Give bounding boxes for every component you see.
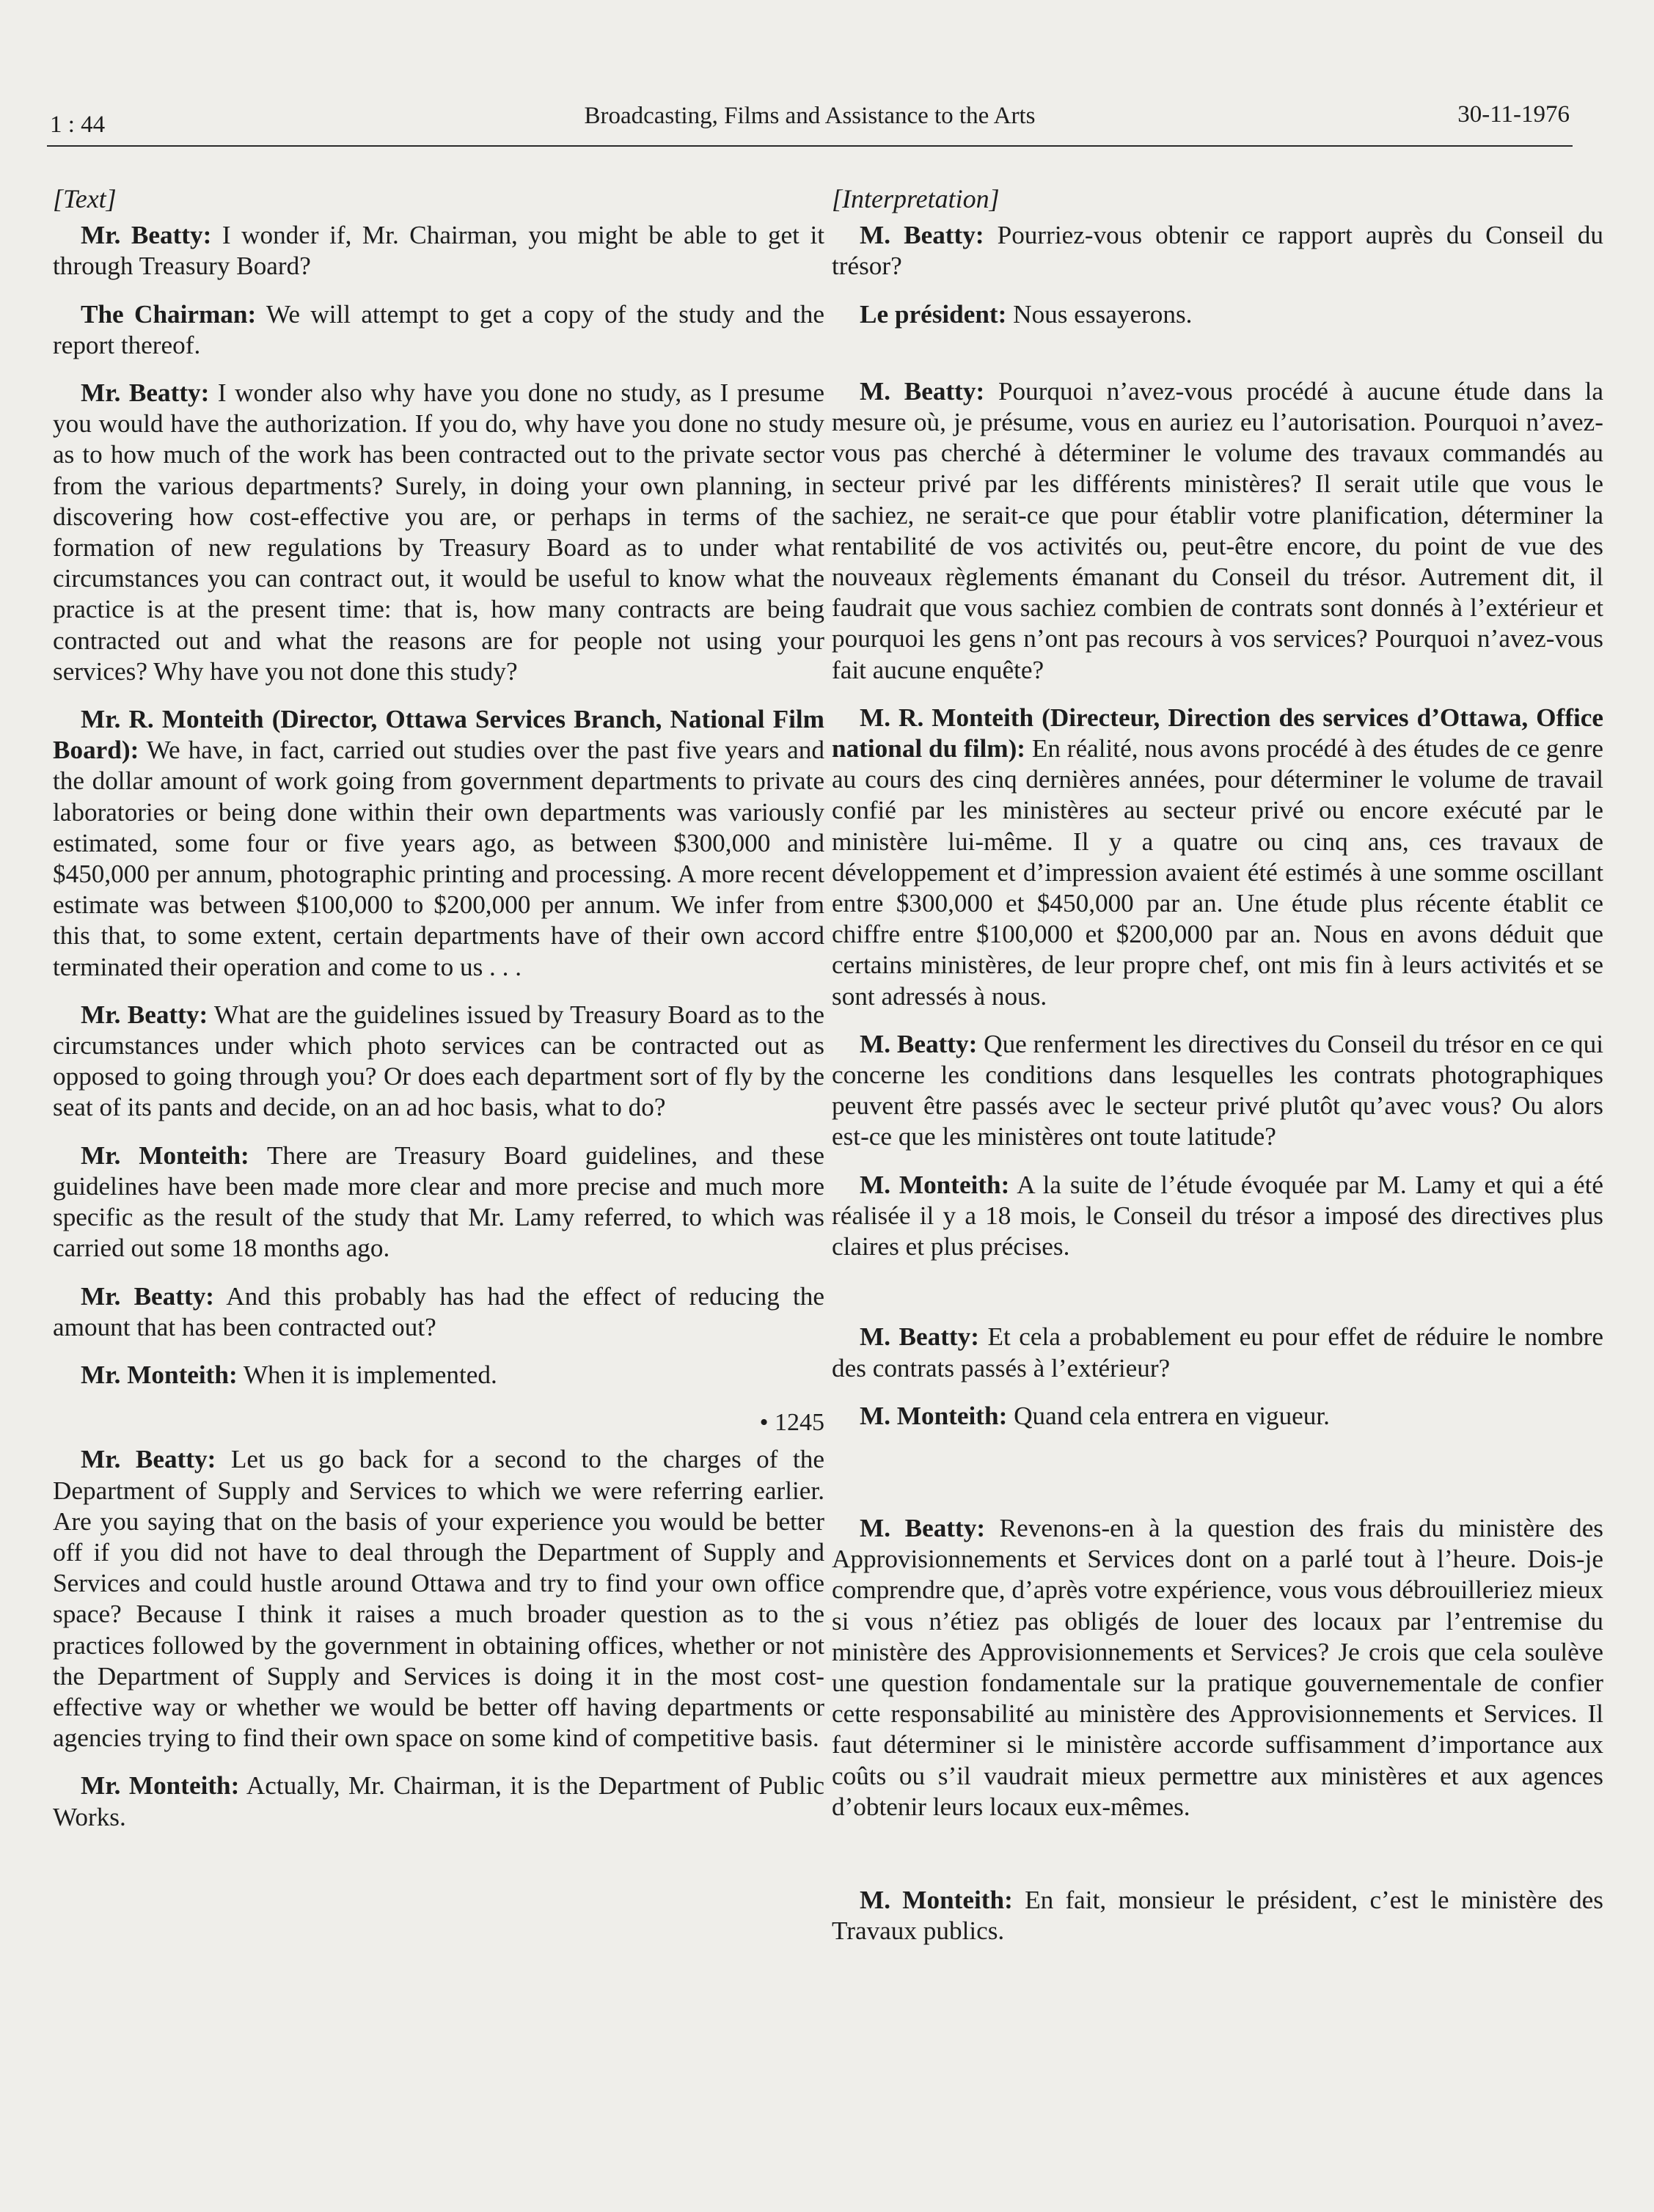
spacer [832,1839,1603,1885]
speech-text: Actually, Mr. Chairman, it is the Department of Public Works. [53,1771,824,1831]
speech-text: Et cela a probablement eu pour effet de réduire le nombre des contrats passés à l’extérieur? [832,1322,1603,1382]
english-paragraph-7 [53,1281,824,1343]
french-paragraph-7 [832,1322,1603,1383]
interpretation-label: [Interpretation] [832,184,1000,213]
speaker-name: M. Monteith: [860,1885,1013,1914]
french-paragraph-5 [832,1029,1603,1153]
page-number: 1 : 44 [50,111,106,138]
speaker-name: Mr. Beatty: [81,1000,208,1029]
speech-text: A la suite de l’étude évoquée par M. Lamy et qui a été réalisée il y a 18 mois, le Conseil du trésor a imposé des directives plus claires et plus précises. [832,1170,1603,1261]
english-paragraph-6 [53,1140,824,1264]
speaker-name: Mr. Monteith: [81,1771,240,1801]
speaker-name: Mr. Beatty: [81,221,212,250]
french-paragraph-3 [832,376,1603,686]
speech-text: There are Treasury Board guidelines, and these guidelines have been made more clear and more precise and much more specific as the result of the study that Mr. Lamy referred, to which was carried out some 18 months ago. [53,1140,825,1263]
english-paragraph-8 [53,1360,824,1391]
speaker-name: Mr. Beatty: [81,378,210,408]
speaker-name: M. Beatty: [860,376,985,406]
french-paragraph-2 [832,299,1603,330]
speaker-name: Mr. Beatty: [81,1281,215,1311]
running-title: Broadcasting, Films and Assistance to the Arts [584,103,1036,129]
english-paragraph-10 [53,1770,824,1832]
time-marker: • 1245 [759,1409,824,1437]
speech-text: I wonder if, Mr. Chairman, you might be able to get it through Treasury Board? [53,221,824,281]
speaker-name: Mr. Beatty: [81,1445,216,1474]
header-date: 30-11-1976 [1457,101,1570,128]
english-paragraph-4 [53,704,824,983]
speech-text: Pourriez-vous obtenir ce rapport auprès du Conseil du trésor? [832,221,1603,281]
french-paragraph-9 [832,1513,1603,1823]
speech-text: We will attempt to get a copy of the study and the report thereof. [53,299,824,359]
speech-text: When it is implemented. [237,1360,497,1389]
text-label: [Text] [53,184,117,213]
french-column [832,183,1603,1963]
speech-text: Let us go back for a second to the charges of the Department of Supply and Services to which we were referring earlier. Are you saying that on the basis of your experience you would be better off if you did not have to deal through the Department of Supply and Services and could hustle around Ottawa and try to find your own office space? Because I think it raises a much broader question as to the practices followed by the government in obtaining offices, whether or not the Department of Supply and Services is doing it in the most cost-effective way or whether we would be better off having departments or agencies trying to find their own space on some kind of competitive basis. [53,1445,824,1753]
spacer [832,1449,1603,1513]
speech-text: Nous essayerons. [1006,299,1193,329]
speech-text: I wonder also why have you done no study, as I presume you would have the authorization. If you do, why have you done no study as to how much of the work has been contracted out to the private sector from the various departments? Surely, in doing your own planning, in discovering how cost-effective you are, or perhaps in terms of the formation of new regulations by Treasury Board as to under what circumstances you can contract out, it would be useful to know what the practice is at the present time: that is, how many contracts are being contracted out and what the reasons are for people not using your services? Why have you not done this study? [53,378,824,686]
speaker-name: Mr. Monteith: [81,1140,249,1170]
french-paragraph-8 [832,1401,1603,1432]
speech-text: En fait, monsieur le président, c’est le ministère des Travaux publics. [832,1885,1603,1946]
speaker-name: M. Monteith: [860,1170,1010,1199]
speaker-name: Le président: [860,299,1007,329]
english-paragraph-5 [53,1000,824,1124]
speech-text: What are the guidelines issued by Treasury Board as to the circumstances under which photo services can be contracted out as opposed to going through you? Or does each department sort of fly by the seat of its pants and decide, on an ad hoc basis, what to do? [53,1000,824,1122]
speaker-name: M. Beatty: [860,221,984,250]
speaker-name: Mr. Monteith: [81,1360,238,1389]
spacer [832,347,1603,376]
speaker-name: The Chairman: [81,299,257,329]
speech-text: Quand cela entrera en vigueur. [1007,1401,1330,1430]
speech-text: Revenons-en à la question des frais du ministère des Approvisionnements et Services dont on a parlé tout à l’heure. Dois-je comprendre que, d’après votre expérience, vous vous débrouilleriez mieux si vous n’étiez pas obligés de louer des locaux par l’entremise du ministère des Approvisionnements et Services? Je crois que cela soulève une question fondamentale sur la pratique gouvernementale de confier cette responsabilité au ministère des Approvisionnements et Services. Il faut déterminer si le ministère accorde suffisamment d’importance aux coûts ou s’il vaudrait mieux permettre aux ministères et aux agences d’obtenir leurs locaux eux-mêmes. [832,1513,1604,1821]
english-paragraph-1 [53,220,824,282]
speaker-name: M. Monteith: [860,1401,1008,1430]
speaker-name: M. Beatty: [860,1029,978,1058]
french-paragraph-4 [832,703,1603,1012]
speech-text: And this probably has had the effect of reducing the amount that has been contracted out? [53,1281,824,1341]
speaker-name: Mr. R. Monteith (Director, Ottawa Services Branch, National Film Board): [53,705,824,765]
english-paragraph-2 [53,299,824,361]
english-column [53,183,824,1850]
spacer [832,1279,1603,1322]
speech-text: We have, in fact, carried out studies over the past five years and the dollar amount of work going from government departments to private laboratories or being done within their own departments was variously estimated, some four or five years ago, as between $300,000 and $450,000 per annum, photographic printing and processing. A more recent estimate was between $100,000 to $200,000 per annum. We infer from this that, to some extent, certain departments have of their own accord terminated their operation and come to us . . . [53,736,824,981]
speech-text: Pourquoi n’avez-vous procédé à aucune étude dans la mesure où, je présume, vous en auriez eu l’autorisation. Pourquoi n’avez-vous pas cherché à déterminer le volume des travaux commandés au secteur privé par les différents ministères? Il serait utile que vous le sachiez, ne serait-ce que pour établir votre planification, déterminer la rentabilité de vos activités ou, peut-être encore, du point de vue des nouveaux règlements émanant du Conseil du trésor. Autrement dit, il faudrait que vous sachiez combien de contrats sont donnés à l’extérieur et pourquoi les gens n’ont pas recours à vos services? Pourquoi n’avez-vous fait aucune enquête? [832,376,1603,684]
page-header [47,101,1573,147]
english-paragraph-9 [53,1444,824,1754]
english-paragraph-3 [53,378,824,687]
speaker-name: M. R. Monteith (Directeur, Direction des services d’Ottawa, Office national du film): [832,703,1603,763]
french-paragraph-6 [832,1170,1603,1263]
speaker-name: M. Beatty: [860,1322,979,1352]
speaker-name: M. Beatty: [860,1513,986,1542]
speech-text: Que renferment les directives du Conseil du trésor en ce qui concerne les conditions dans lesquelles les contrats photographiques peuvent être passés avec le secteur privé plutôt qu’avec vous? Ou alors est-ce que les ministères ont toute latitude? [832,1029,1603,1151]
french-paragraph-10 [832,1885,1603,1947]
speech-text: En réalité, nous avons procédé à des études de ce genre au cours des cinq dernières années, pour déterminer le volume de travail confié par les ministères au secteur privé ou encore exécuté par le ministère lui-même. Il y a quatre ou cinq ans, ces travaux de développement et d’impression avaient été estimés à une somme oscillant entre $300,000 et $450,000 par an. Une étude plus récente établit ce chiffre entre $100,000 et $200,000 par an. Nous en avons déduit que certains ministères, de leur propre chef, ont mis fin à leurs activités et se sont adressés à nous. [832,734,1603,1011]
french-paragraph-1 [832,220,1603,282]
